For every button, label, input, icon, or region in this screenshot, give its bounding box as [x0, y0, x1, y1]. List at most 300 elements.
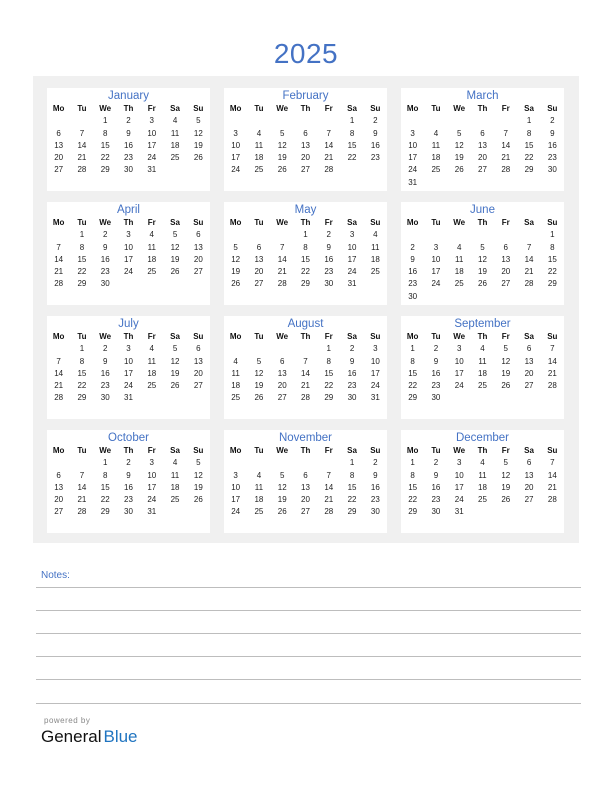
month-name: November: [278, 432, 333, 444]
day-cell: 14: [277, 254, 287, 264]
month-name: August: [287, 318, 324, 330]
day-cell: 12: [254, 368, 264, 378]
day-cell: [224, 115, 247, 127]
day-cell: 10: [454, 356, 464, 366]
day-cell: 9: [349, 356, 355, 366]
notes-label: Notes:: [41, 570, 70, 581]
day-cell: 6: [480, 128, 485, 138]
day-cell: [247, 229, 270, 241]
day-cell: 31: [370, 393, 380, 403]
day-cell: 26: [231, 279, 241, 289]
day-cell: 11: [254, 482, 264, 492]
day-cell: 16: [408, 267, 418, 277]
day-cell: 2: [373, 116, 378, 126]
week-row: [47, 380, 210, 392]
week-row: [47, 392, 210, 404]
day-cell: 14: [54, 368, 64, 378]
day-cell: 26: [277, 165, 287, 175]
weekday-label: Mo: [52, 332, 65, 341]
day-cell: 18: [370, 254, 380, 264]
day-cell: 14: [77, 140, 87, 150]
day-cell: 14: [324, 140, 334, 150]
day-cell: [517, 229, 540, 241]
day-cell: 3: [456, 458, 462, 468]
weekday-label: Su: [193, 218, 204, 227]
weekday-label: Mo: [229, 446, 242, 455]
weekday-label: We: [453, 104, 466, 113]
day-cell: [163, 392, 186, 404]
day-cell: 3: [149, 458, 154, 468]
week-row: [224, 494, 387, 506]
day-cell: [140, 392, 163, 404]
day-cell: 22: [77, 267, 87, 277]
weekday-label: Su: [193, 332, 204, 341]
day-cell: 13: [193, 242, 203, 252]
day-cell: 16: [124, 140, 133, 150]
day-cell: 23: [347, 381, 357, 391]
month-name: June: [470, 204, 495, 216]
weekday-label: Sa: [170, 446, 180, 455]
day-cell: 22: [347, 153, 357, 163]
day-cell: 14: [324, 482, 334, 492]
week-row: [47, 128, 210, 140]
day-cell: 6: [526, 344, 532, 354]
day-cell: 15: [408, 368, 418, 378]
day-cell: 14: [547, 470, 557, 480]
day-cell: 13: [193, 356, 203, 366]
day-cell: 11: [170, 128, 180, 138]
week-row: [401, 177, 564, 189]
day-cell: 14: [501, 140, 511, 150]
weekday-label: We: [453, 332, 466, 341]
day-cell: 30: [431, 393, 441, 403]
day-cell: 23: [100, 381, 110, 391]
day-cell: 12: [231, 254, 241, 264]
day-cell: 5: [480, 242, 485, 252]
day-cell: 24: [408, 165, 418, 175]
day-cell: 20: [193, 368, 203, 378]
day-cell: 10: [124, 356, 133, 366]
day-cell: 10: [431, 254, 441, 264]
month-name: October: [108, 432, 149, 444]
day-cell: 26: [501, 495, 511, 505]
day-cell: [317, 457, 340, 469]
week-row: [401, 278, 564, 290]
weekday-label: Su: [547, 218, 558, 227]
day-cell: [517, 506, 540, 518]
day-cell: 23: [370, 495, 380, 505]
day-cell: [271, 457, 294, 469]
day-cell: 10: [124, 242, 133, 252]
note-line: [36, 679, 581, 680]
day-cell: 20: [524, 368, 534, 378]
day-cell: 8: [303, 242, 308, 252]
day-cell: 30: [324, 279, 334, 289]
day-cell: 4: [433, 128, 439, 138]
day-cell: 16: [100, 368, 110, 378]
day-cell: 17: [370, 368, 380, 378]
day-cell: 25: [170, 153, 180, 163]
weekday-label: Tu: [431, 218, 441, 227]
day-cell: 5: [256, 356, 262, 366]
weekday-label: Su: [370, 332, 381, 341]
day-cell: [224, 229, 247, 241]
day-cell: 25: [231, 393, 241, 403]
day-cell: 3: [126, 344, 131, 354]
day-cell: 24: [454, 381, 464, 391]
week-row: [401, 152, 564, 164]
week-row: [47, 164, 210, 176]
weekday-label: Su: [193, 104, 204, 113]
day-cell: 25: [478, 381, 487, 391]
day-cell: [517, 392, 540, 404]
weekday-label: Tu: [254, 218, 264, 227]
day-cell: 10: [231, 140, 241, 150]
week-row: [47, 266, 210, 278]
day-cell: 24: [347, 267, 357, 277]
day-cell: 28: [547, 495, 557, 505]
day-cell: 3: [233, 128, 238, 138]
day-cell: 19: [454, 153, 464, 163]
weekday-label: Mo: [229, 218, 242, 227]
weekday-label: We: [276, 104, 289, 113]
weekday-label: Mo: [52, 218, 65, 227]
day-cell: 17: [124, 368, 133, 378]
day-cell: 7: [56, 242, 61, 252]
day-cell: 31: [454, 507, 464, 517]
day-cell: 31: [147, 165, 157, 175]
day-cell: 6: [56, 470, 61, 480]
weekday-label: We: [453, 446, 466, 455]
week-row: [224, 115, 387, 127]
day-cell: 29: [547, 279, 557, 289]
day-cell: 16: [324, 254, 334, 264]
day-cell: 11: [231, 368, 240, 378]
day-cell: 27: [54, 507, 64, 517]
brand-blue: Blue: [103, 727, 138, 746]
day-cell: 29: [77, 279, 87, 289]
day-cell: 17: [454, 482, 464, 492]
day-cell: 25: [478, 495, 487, 505]
day-cell: 25: [370, 267, 380, 277]
day-cell: 28: [77, 507, 87, 517]
month-october: [47, 430, 210, 533]
day-cell: 12: [193, 128, 203, 138]
month-december: [401, 430, 564, 533]
day-cell: [471, 506, 494, 518]
day-cell: 21: [54, 267, 64, 277]
day-cell: 18: [147, 254, 157, 264]
day-cell: 20: [501, 267, 511, 277]
day-cell: 3: [373, 344, 378, 354]
day-cell: 11: [147, 242, 156, 252]
day-cell: 8: [349, 470, 355, 480]
month-name: April: [116, 204, 140, 216]
day-cell: 7: [326, 470, 331, 480]
day-cell: 1: [102, 116, 108, 126]
day-cell: 3: [149, 116, 154, 126]
day-cell: [70, 457, 93, 469]
day-cell: 27: [301, 165, 310, 175]
weekday-label: Sa: [347, 332, 357, 341]
day-cell: 26: [454, 165, 464, 175]
day-cell: 25: [147, 267, 157, 277]
day-cell: [163, 506, 186, 518]
weekday-header: [224, 445, 387, 457]
week-row: [224, 392, 387, 404]
day-cell: 29: [524, 165, 534, 175]
day-cell: [294, 457, 317, 469]
weekday-label: Sa: [347, 218, 357, 227]
day-cell: 9: [102, 356, 108, 366]
day-cell: 9: [550, 128, 555, 138]
weekday-label: We: [276, 218, 289, 227]
weekday-label: Fr: [147, 332, 156, 341]
day-cell: 21: [301, 381, 310, 391]
day-cell: 28: [54, 279, 64, 289]
weekday-label: Fr: [501, 104, 510, 113]
day-cell: [271, 343, 294, 355]
week-row: [224, 343, 387, 355]
day-cell: 8: [349, 128, 355, 138]
day-cell: 17: [147, 140, 157, 150]
day-cell: 16: [100, 254, 110, 264]
day-cell: 17: [124, 254, 133, 264]
day-cell: 1: [410, 344, 415, 354]
day-cell: 17: [347, 254, 357, 264]
day-cell: 16: [431, 482, 441, 492]
day-cell: 18: [231, 381, 241, 391]
week-row: [401, 140, 564, 152]
weekday-label: We: [276, 446, 289, 455]
day-cell: 30: [408, 291, 418, 301]
day-cell: 14: [524, 254, 534, 264]
day-cell: 1: [349, 458, 355, 468]
week-row: [47, 242, 210, 254]
day-cell: 25: [147, 381, 157, 391]
day-cell: 11: [371, 242, 380, 252]
weekday-header: [47, 103, 210, 115]
generalblue-logo: [41, 727, 138, 747]
weekday-header: [401, 331, 564, 343]
day-cell: 15: [324, 368, 334, 378]
weekday-label: Su: [193, 446, 204, 455]
week-row: [224, 266, 387, 278]
day-cell: 13: [277, 368, 287, 378]
day-cell: 26: [254, 393, 264, 403]
weekday-label: Tu: [254, 332, 264, 341]
week-row: [224, 278, 387, 290]
day-cell: 10: [454, 470, 464, 480]
weekday-label: Fr: [501, 218, 510, 227]
day-cell: [247, 343, 270, 355]
day-cell: [541, 291, 564, 303]
week-row: [401, 242, 564, 254]
day-cell: 2: [433, 344, 439, 354]
day-cell: 15: [77, 368, 87, 378]
day-cell: 24: [124, 267, 133, 277]
day-cell: [494, 229, 517, 241]
day-cell: 15: [547, 254, 557, 264]
day-cell: 22: [408, 381, 418, 391]
day-cell: [517, 177, 540, 189]
day-cell: 25: [254, 507, 264, 517]
day-cell: 16: [431, 368, 441, 378]
day-cell: 22: [100, 153, 110, 163]
weekday-label: Mo: [229, 332, 242, 341]
week-row: [47, 494, 210, 506]
week-row: [47, 470, 210, 482]
day-cell: 23: [431, 495, 441, 505]
day-cell: 13: [478, 140, 487, 150]
weekday-label: Sa: [347, 446, 357, 455]
day-cell: [364, 278, 387, 290]
day-cell: 6: [196, 230, 201, 240]
day-cell: 21: [277, 267, 287, 277]
week-row: [47, 140, 210, 152]
day-cell: 12: [501, 356, 511, 366]
month-name: May: [294, 204, 317, 216]
day-cell: 22: [408, 495, 418, 505]
day-cell: 4: [480, 458, 485, 468]
month-november: [224, 430, 387, 533]
day-cell: [224, 457, 247, 469]
day-cell: 2: [326, 230, 331, 240]
day-cell: [517, 291, 540, 303]
day-cell: 10: [347, 242, 357, 252]
day-cell: 30: [100, 393, 110, 403]
month-name: February: [282, 90, 329, 102]
day-cell: 8: [79, 356, 85, 366]
weekday-label: Fr: [501, 332, 510, 341]
day-cell: 8: [79, 242, 85, 252]
weekday-label: Su: [547, 104, 558, 113]
day-cell: 19: [170, 368, 180, 378]
month-april: [47, 202, 210, 305]
day-cell: 1: [102, 458, 108, 468]
day-cell: 19: [193, 482, 203, 492]
day-cell: [47, 229, 70, 241]
day-cell: 7: [279, 242, 285, 252]
day-cell: 26: [478, 279, 487, 289]
day-cell: 18: [170, 140, 180, 150]
day-cell: 8: [102, 470, 108, 480]
week-row: [401, 470, 564, 482]
day-cell: 27: [54, 165, 64, 175]
day-cell: 1: [526, 116, 532, 126]
day-cell: 28: [301, 393, 310, 403]
month-september: [401, 316, 564, 419]
weekday-header: [401, 217, 564, 229]
day-cell: 9: [433, 356, 439, 366]
day-cell: 20: [254, 267, 264, 277]
week-row: [224, 229, 387, 241]
week-row: [224, 506, 387, 518]
week-row: [224, 242, 387, 254]
day-cell: 30: [347, 393, 357, 403]
day-cell: [448, 392, 471, 404]
weekday-label: Sa: [170, 218, 180, 227]
day-cell: 1: [326, 344, 331, 354]
day-cell: 28: [54, 393, 64, 403]
day-cell: 18: [254, 153, 264, 163]
day-cell: 24: [370, 381, 380, 391]
day-cell: [494, 392, 517, 404]
day-cell: 3: [233, 470, 238, 480]
day-cell: 28: [524, 279, 534, 289]
day-cell: 23: [124, 495, 133, 505]
day-cell: 19: [501, 368, 511, 378]
day-cell: 30: [370, 507, 380, 517]
day-cell: 13: [301, 482, 310, 492]
day-cell: [317, 115, 340, 127]
day-cell: 4: [373, 230, 378, 240]
day-cell: [424, 177, 447, 189]
day-cell: 12: [454, 140, 464, 150]
day-cell: 29: [324, 393, 334, 403]
day-cell: 4: [456, 242, 462, 252]
day-cell: 15: [347, 140, 357, 150]
day-cell: 24: [231, 165, 241, 175]
day-cell: 17: [454, 368, 464, 378]
day-cell: 26: [193, 153, 203, 163]
day-cell: 12: [478, 254, 487, 264]
weekday-header: [47, 445, 210, 457]
day-cell: 13: [254, 254, 264, 264]
day-cell: 23: [324, 267, 334, 277]
day-cell: 13: [524, 470, 534, 480]
day-cell: 30: [431, 507, 441, 517]
day-cell: 27: [524, 381, 534, 391]
day-cell: [424, 229, 447, 241]
note-line: [36, 656, 581, 657]
day-cell: 15: [524, 140, 534, 150]
week-row: [401, 128, 564, 140]
day-cell: 22: [301, 267, 310, 277]
day-cell: 18: [147, 368, 157, 378]
day-cell: 7: [526, 242, 532, 252]
day-cell: [401, 115, 424, 127]
week-row: [224, 140, 387, 152]
weekday-label: Th: [477, 332, 488, 341]
day-cell: 2: [126, 458, 131, 468]
weekday-label: Th: [477, 104, 488, 113]
day-cell: 9: [373, 128, 378, 138]
day-cell: 8: [550, 242, 555, 252]
day-cell: 26: [277, 507, 287, 517]
week-row: [224, 368, 387, 380]
day-cell: 21: [524, 267, 534, 277]
day-cell: 29: [408, 507, 418, 517]
day-cell: 15: [100, 482, 110, 492]
day-cell: [448, 291, 471, 303]
weekday-label: Fr: [147, 218, 156, 227]
day-cell: 4: [233, 356, 238, 366]
week-row: [224, 356, 387, 368]
day-cell: 15: [100, 140, 110, 150]
day-cell: 21: [547, 482, 557, 492]
day-cell: 19: [277, 153, 287, 163]
day-cell: 26: [170, 381, 180, 391]
day-cell: [471, 177, 494, 189]
day-cell: [163, 278, 186, 290]
day-cell: 27: [301, 507, 310, 517]
week-row: [47, 254, 210, 266]
day-cell: [117, 278, 140, 290]
weekday-label: Fr: [147, 104, 156, 113]
day-cell: 2: [349, 344, 355, 354]
week-row: [224, 128, 387, 140]
